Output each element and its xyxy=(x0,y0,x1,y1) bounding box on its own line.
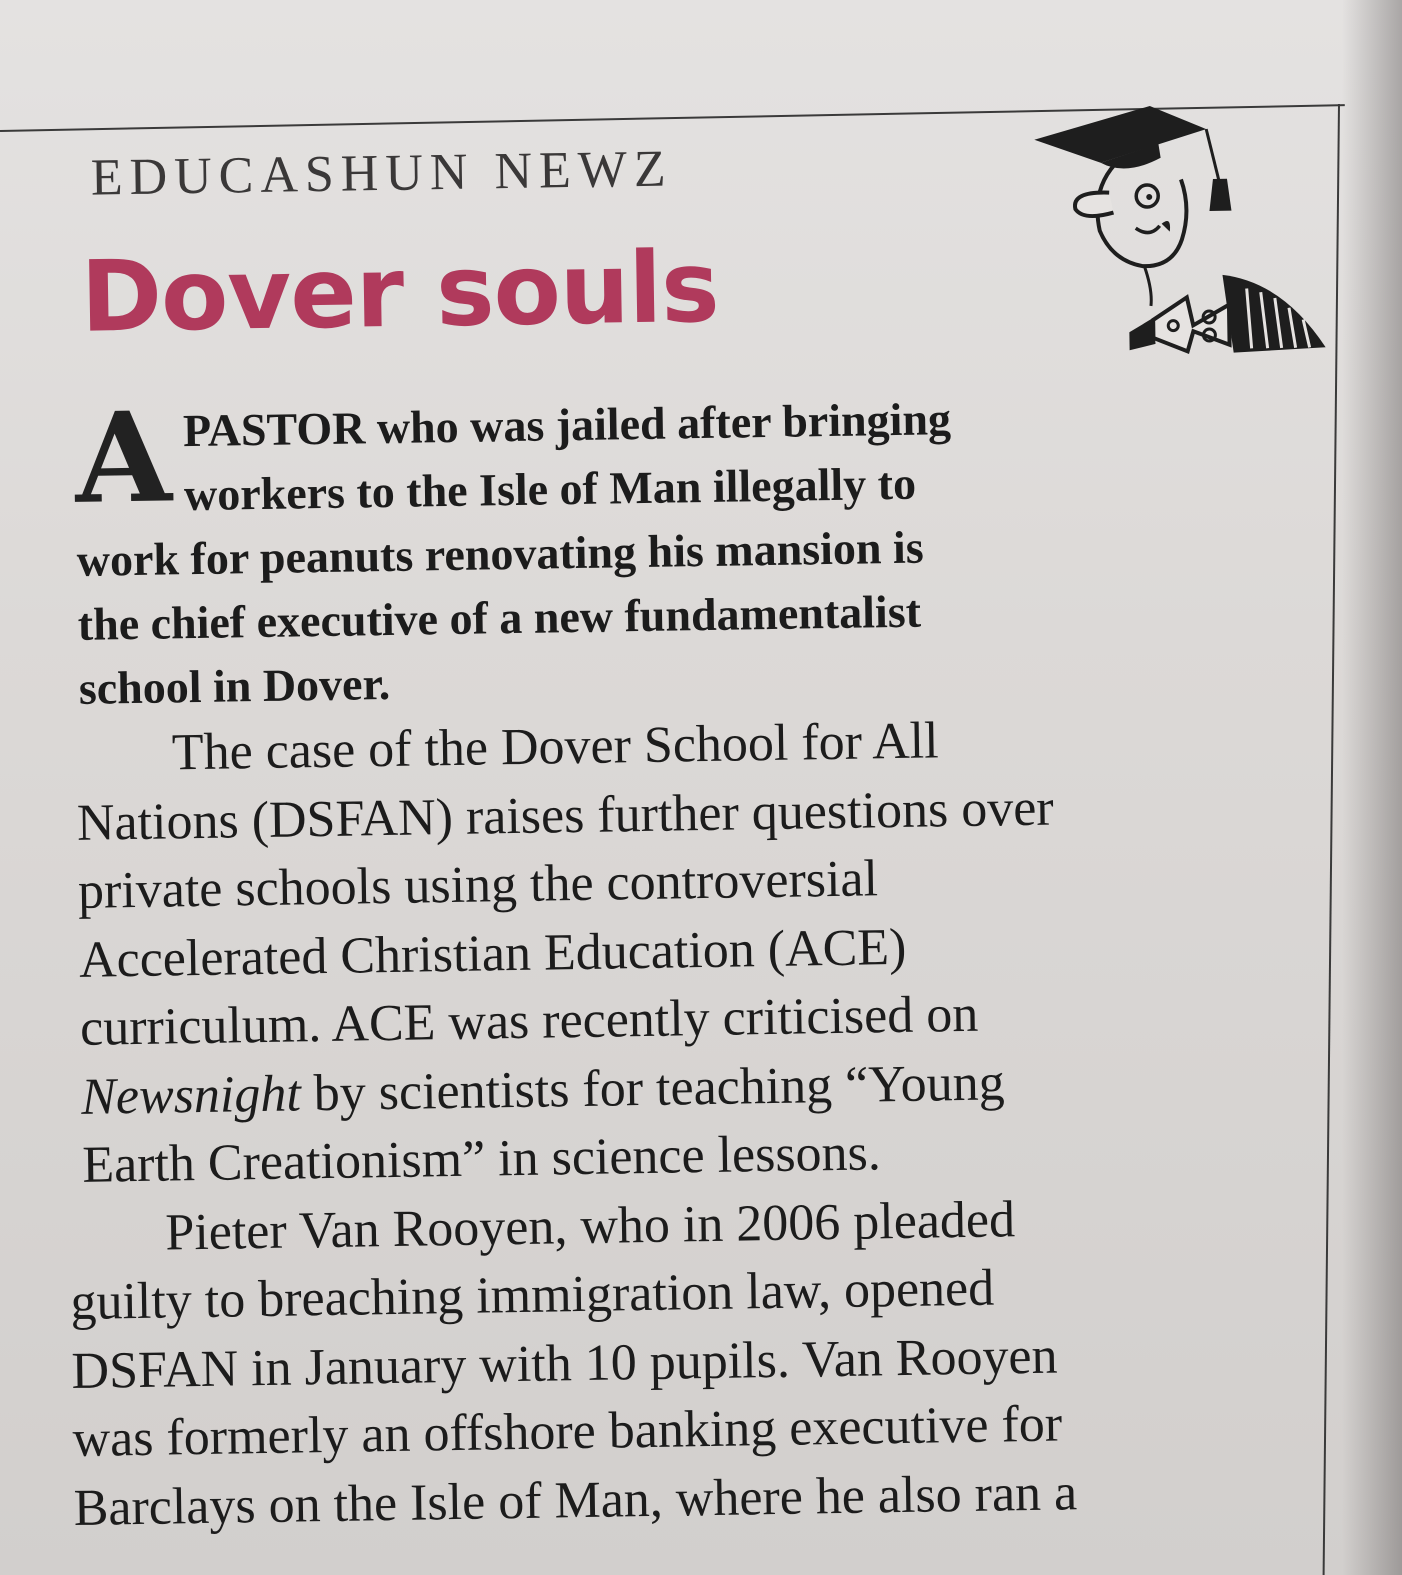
body-line: Barclays on the Isle of Man, where he also ran a xyxy=(73,1463,1078,1537)
body-line: was formerly an offshore banking executive for xyxy=(72,1395,1063,1469)
section-label: EDUCASHUN NEWZ xyxy=(90,140,674,207)
body-line: guilty to breaching immigration law, opened xyxy=(70,1259,995,1332)
body-line: DSFAN in January with 10 pupils. Van Rooyen xyxy=(71,1327,1058,1400)
headline: Dover souls xyxy=(79,230,720,355)
drop-cap: A xyxy=(74,385,173,532)
programme-name: Newsnight xyxy=(80,1064,302,1126)
body-paragraph-1 xyxy=(51,701,1348,1201)
body-line: curriculum. ACE was recently criticised on xyxy=(79,985,979,1057)
body-line: Accelerated Christian Education (ACE) xyxy=(78,918,907,989)
body-paragraph-2 xyxy=(59,1180,1354,1543)
lede-line: work for peanuts renovating his mansion is xyxy=(76,521,924,586)
professor-cartoon-icon xyxy=(1030,97,1334,362)
body-line: Nations (DSFAN) raises further questions over xyxy=(76,779,1055,852)
lede-paragraph xyxy=(46,382,1299,722)
article-body xyxy=(46,381,1354,1543)
lede-line: workers to the Isle of Man illegally to xyxy=(183,457,917,521)
body-line: Earth Creationism” in science lessons. xyxy=(81,1124,882,1194)
lede-line: school in Dover. xyxy=(78,657,391,714)
lede-line: the chief executive of a new fundamentalist xyxy=(77,585,922,650)
body-line: The case of the Dover School for All xyxy=(171,712,939,782)
body-line: private schools using the controversial xyxy=(77,850,879,920)
lede-line: PASTOR who was jailed after bringing xyxy=(182,393,952,457)
body-line-rest: by scientists for teaching “Young xyxy=(300,1053,1006,1122)
body-line: Pieter Van Rooyen, who in 2006 pleaded xyxy=(164,1190,1016,1262)
